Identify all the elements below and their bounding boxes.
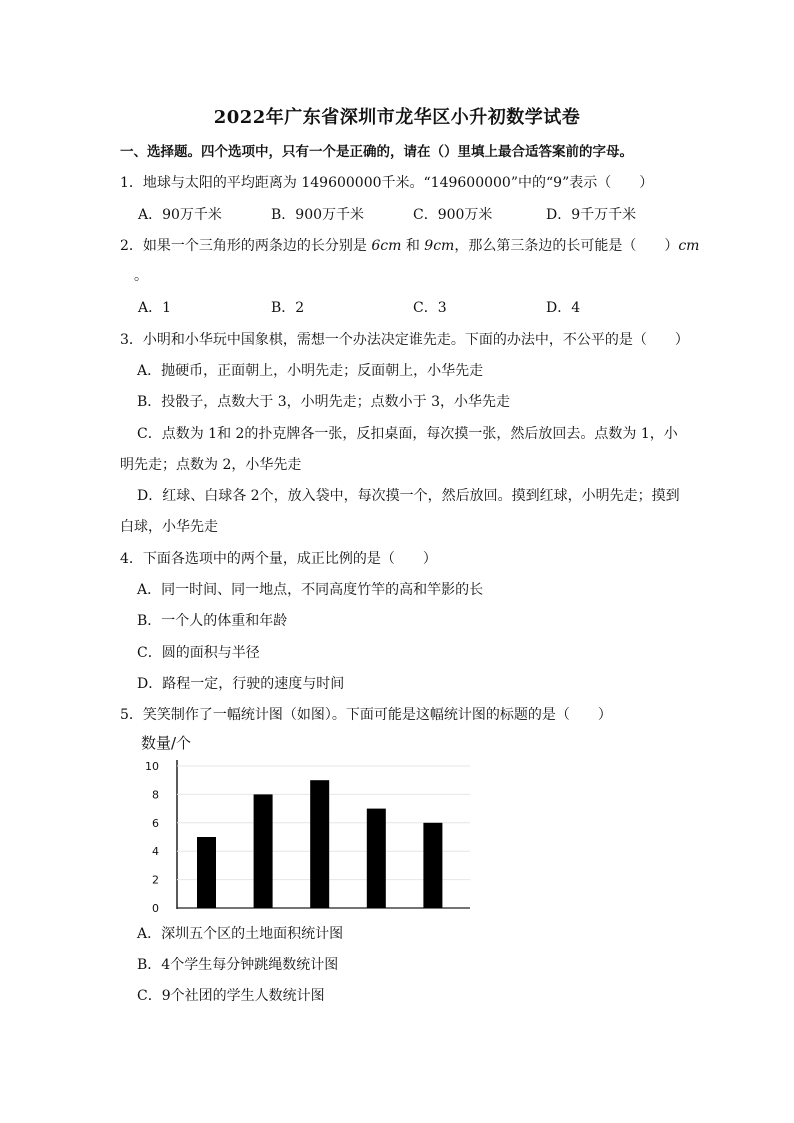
question-2: 2．如果一个三角形的两条边的长分别是 6cm 和 9cm，那么第三条边的长可能是（ ）cm bbox=[120, 238, 700, 254]
option-a: A．90万千米 bbox=[138, 207, 222, 223]
option-d: D．9千万千米 bbox=[546, 207, 637, 223]
option-c: C．圆的面积与半径 bbox=[137, 645, 260, 661]
page-title: 2022年广东省深圳市龙华区小升初数学试卷 bbox=[213, 107, 581, 128]
bar bbox=[197, 837, 216, 908]
option-c-continued: 明先走；点数为 2，小华先走 bbox=[120, 457, 302, 473]
option-a: A．同一时间、同一地点，不同高度竹竿的高和竿影的长 bbox=[137, 582, 484, 598]
bar-chart-svg bbox=[135, 728, 480, 920]
option-a: A．抛硬币，正面朝上，小明先走；反面朝上，小华先走 bbox=[137, 363, 484, 379]
option-d-continued: 白球，小华先走 bbox=[120, 519, 218, 535]
y-tick-label: 4 bbox=[152, 845, 159, 859]
y-tick-label: 8 bbox=[152, 788, 159, 802]
option-a: A．深圳五个区的土地面积统计图 bbox=[137, 926, 344, 942]
option-a: A．1 bbox=[138, 300, 172, 316]
option-b: B．一个人的体重和年龄 bbox=[137, 613, 288, 629]
option-d: D．红球、白球各 2个，放入袋中，每次摸一个，然后放回。摸到红球，小明先走；摸到 bbox=[137, 488, 680, 504]
y-tick-label: 0 bbox=[152, 902, 159, 915]
question-5: 5．笑笑制作了一幅统计图（如图）。下面可能是这幅统计图的标题的是（ ） bbox=[120, 707, 612, 723]
question-4: 4．下面各选项中的两个量，成正比例的是（ ） bbox=[120, 551, 437, 567]
y-tick-label: 6 bbox=[152, 816, 159, 830]
option-b: B．2 bbox=[271, 300, 305, 316]
question-1: 1．地球与太阳的平均距离为 149600000千米。“149600000”中的“9”表示（ ） bbox=[120, 175, 654, 191]
option-b: B．投骰子，点数大于 3，小明先走；点数小于 3，小华先走 bbox=[137, 394, 511, 410]
option-b: B．4个学生每分钟跳绳数统计图 bbox=[137, 957, 339, 973]
option-c: C．900万米 bbox=[413, 207, 493, 223]
option-b: B．900万千米 bbox=[271, 207, 365, 223]
question-3: 3．小明和小华玩中国象棋，需想一个办法决定谁先走。下面的办法中，不公平的是（ ） bbox=[120, 332, 689, 348]
y-tick-label: 2 bbox=[152, 873, 159, 887]
bar bbox=[367, 809, 386, 908]
option-d: D．路程一定，行驶的速度与时间 bbox=[137, 676, 345, 692]
bar bbox=[254, 794, 273, 908]
bar bbox=[423, 823, 442, 908]
option-c: C．9个社团的学生人数统计图 bbox=[137, 988, 325, 1004]
option-c: C．3 bbox=[413, 300, 447, 316]
y-axis-label: 数量/个 bbox=[141, 734, 192, 752]
bar bbox=[310, 780, 329, 908]
option-c: C．点数为 1和 2的扑克牌各一张，反扣桌面，每次摸一张，然后放回去。点数为 1，小 bbox=[137, 426, 678, 442]
y-tick-label: 10 bbox=[145, 760, 159, 773]
bar-chart bbox=[135, 728, 480, 920]
question-2-continued: 。 bbox=[134, 268, 148, 284]
option-d: D．4 bbox=[546, 300, 581, 316]
section-heading: 一、选择题。四个选项中，只有一个是正确的，请在（）里填上最合适答案前的字母。 bbox=[120, 144, 633, 160]
